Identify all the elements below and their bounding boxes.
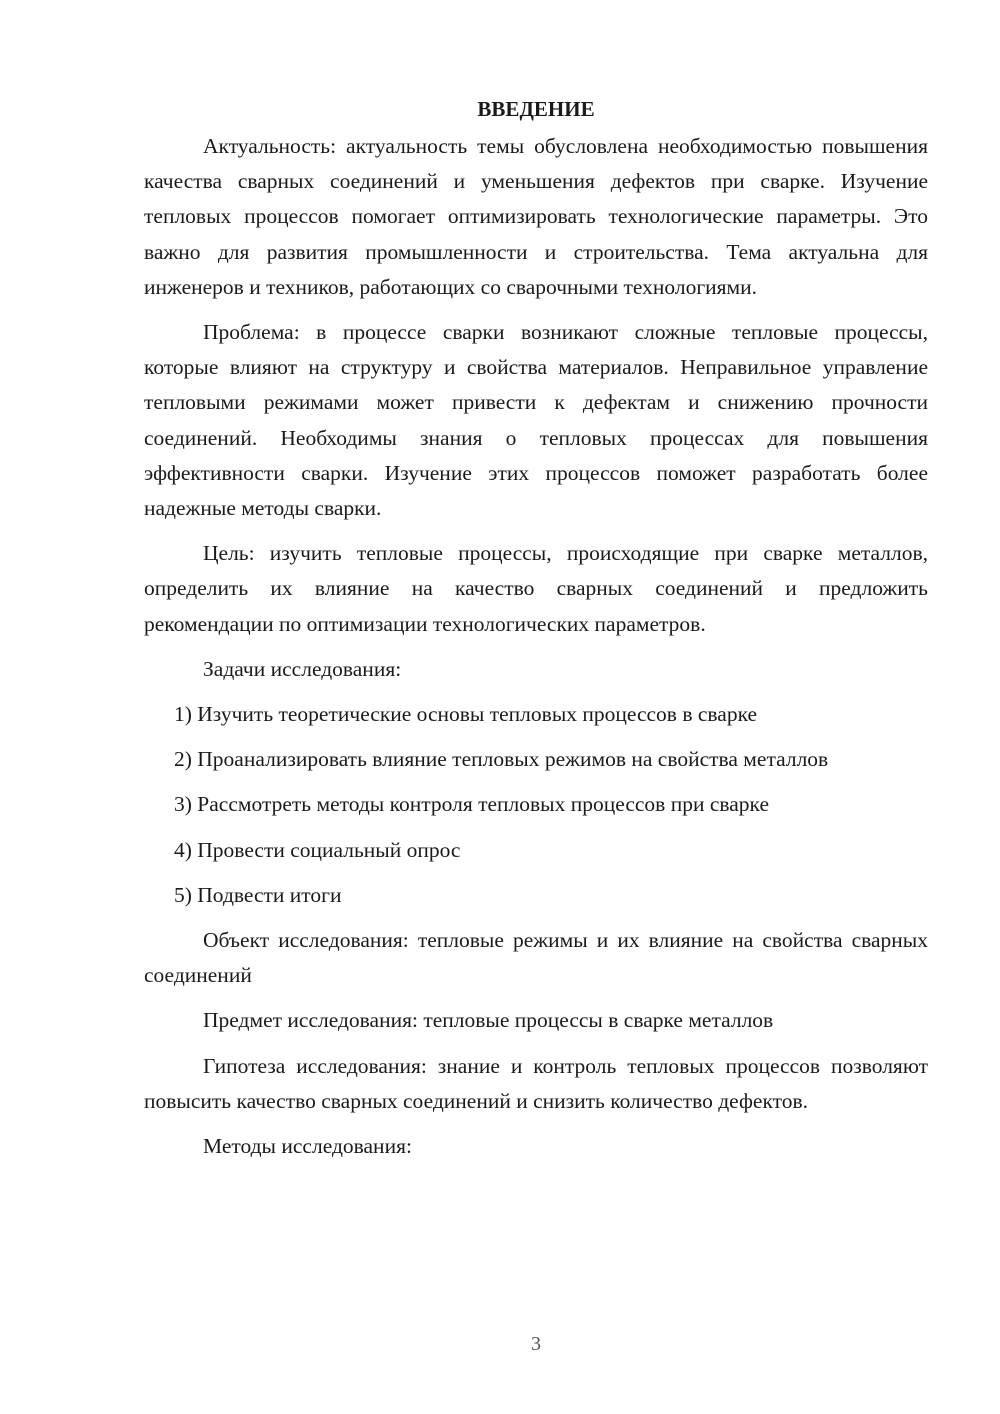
paragraph-tasks-heading: Задачи исследования: (203, 656, 402, 681)
paragraph-subject: Предмет исследования: тепловые процессы в сварке металлов (203, 1008, 774, 1033)
page-title: ВВЕДЕНИЕ (477, 97, 595, 121)
document-page (144, 92, 928, 1174)
paragraph-hypothesis: Гипотеза исследования: знание и контроль тепловых процессов позволяют повысить качество сварных соединений и снизить количество дефектов. (144, 1053, 928, 1113)
paragraph-goal: Цель: изучить тепловые процессы, происходящие при сварке металлов, определить их влияние на качество сварных соединений и предложить рекомендации по оптимизации технологических параметров. (144, 541, 928, 636)
paragraph-problem: Проблема: в процессе сварки возникают сложные тепловые процессы, которые влияют на структуру и свойства материалов. Неправильное управление тепловыми режимами может привести к дефектам и снижению прочности соединений. Необходимы знания о тепловых процессах для повышения эффективности сварки. Изучение этих процессов поможет разработать более надежные методы сварки. (144, 320, 928, 521)
task-item-4: 4) Провести социальный опрос (174, 837, 461, 862)
task-item-2: 2) Проанализировать влияние тепловых режимов на свойства металлов (174, 747, 829, 772)
page-number: 3 (531, 1333, 541, 1355)
paragraph-methods: Методы исследования: (203, 1134, 412, 1159)
task-item-1: 1) Изучить теоретические основы тепловых процессов в сварке (174, 702, 758, 727)
paragraph-relevance: Актуальность: актуальность темы обусловлена необходимостью повышения качества сварных соединений и уменьшения дефектов при сварке. Изучение тепловых процессов помогает оптимизировать технологические параметры. Это важно для развития промышленности и строительства. Тема актуальна для инженеров и техников, работающих со сварочными технологиями. (144, 134, 928, 299)
task-item-5: 5) Подвести итоги (174, 882, 342, 907)
task-item-3: 3) Рассмотреть методы контроля тепловых процессов при сварке (174, 792, 769, 817)
paragraph-object: Объект исследования: тепловые режимы и их влияние на свойства сварных соединений (144, 928, 928, 988)
